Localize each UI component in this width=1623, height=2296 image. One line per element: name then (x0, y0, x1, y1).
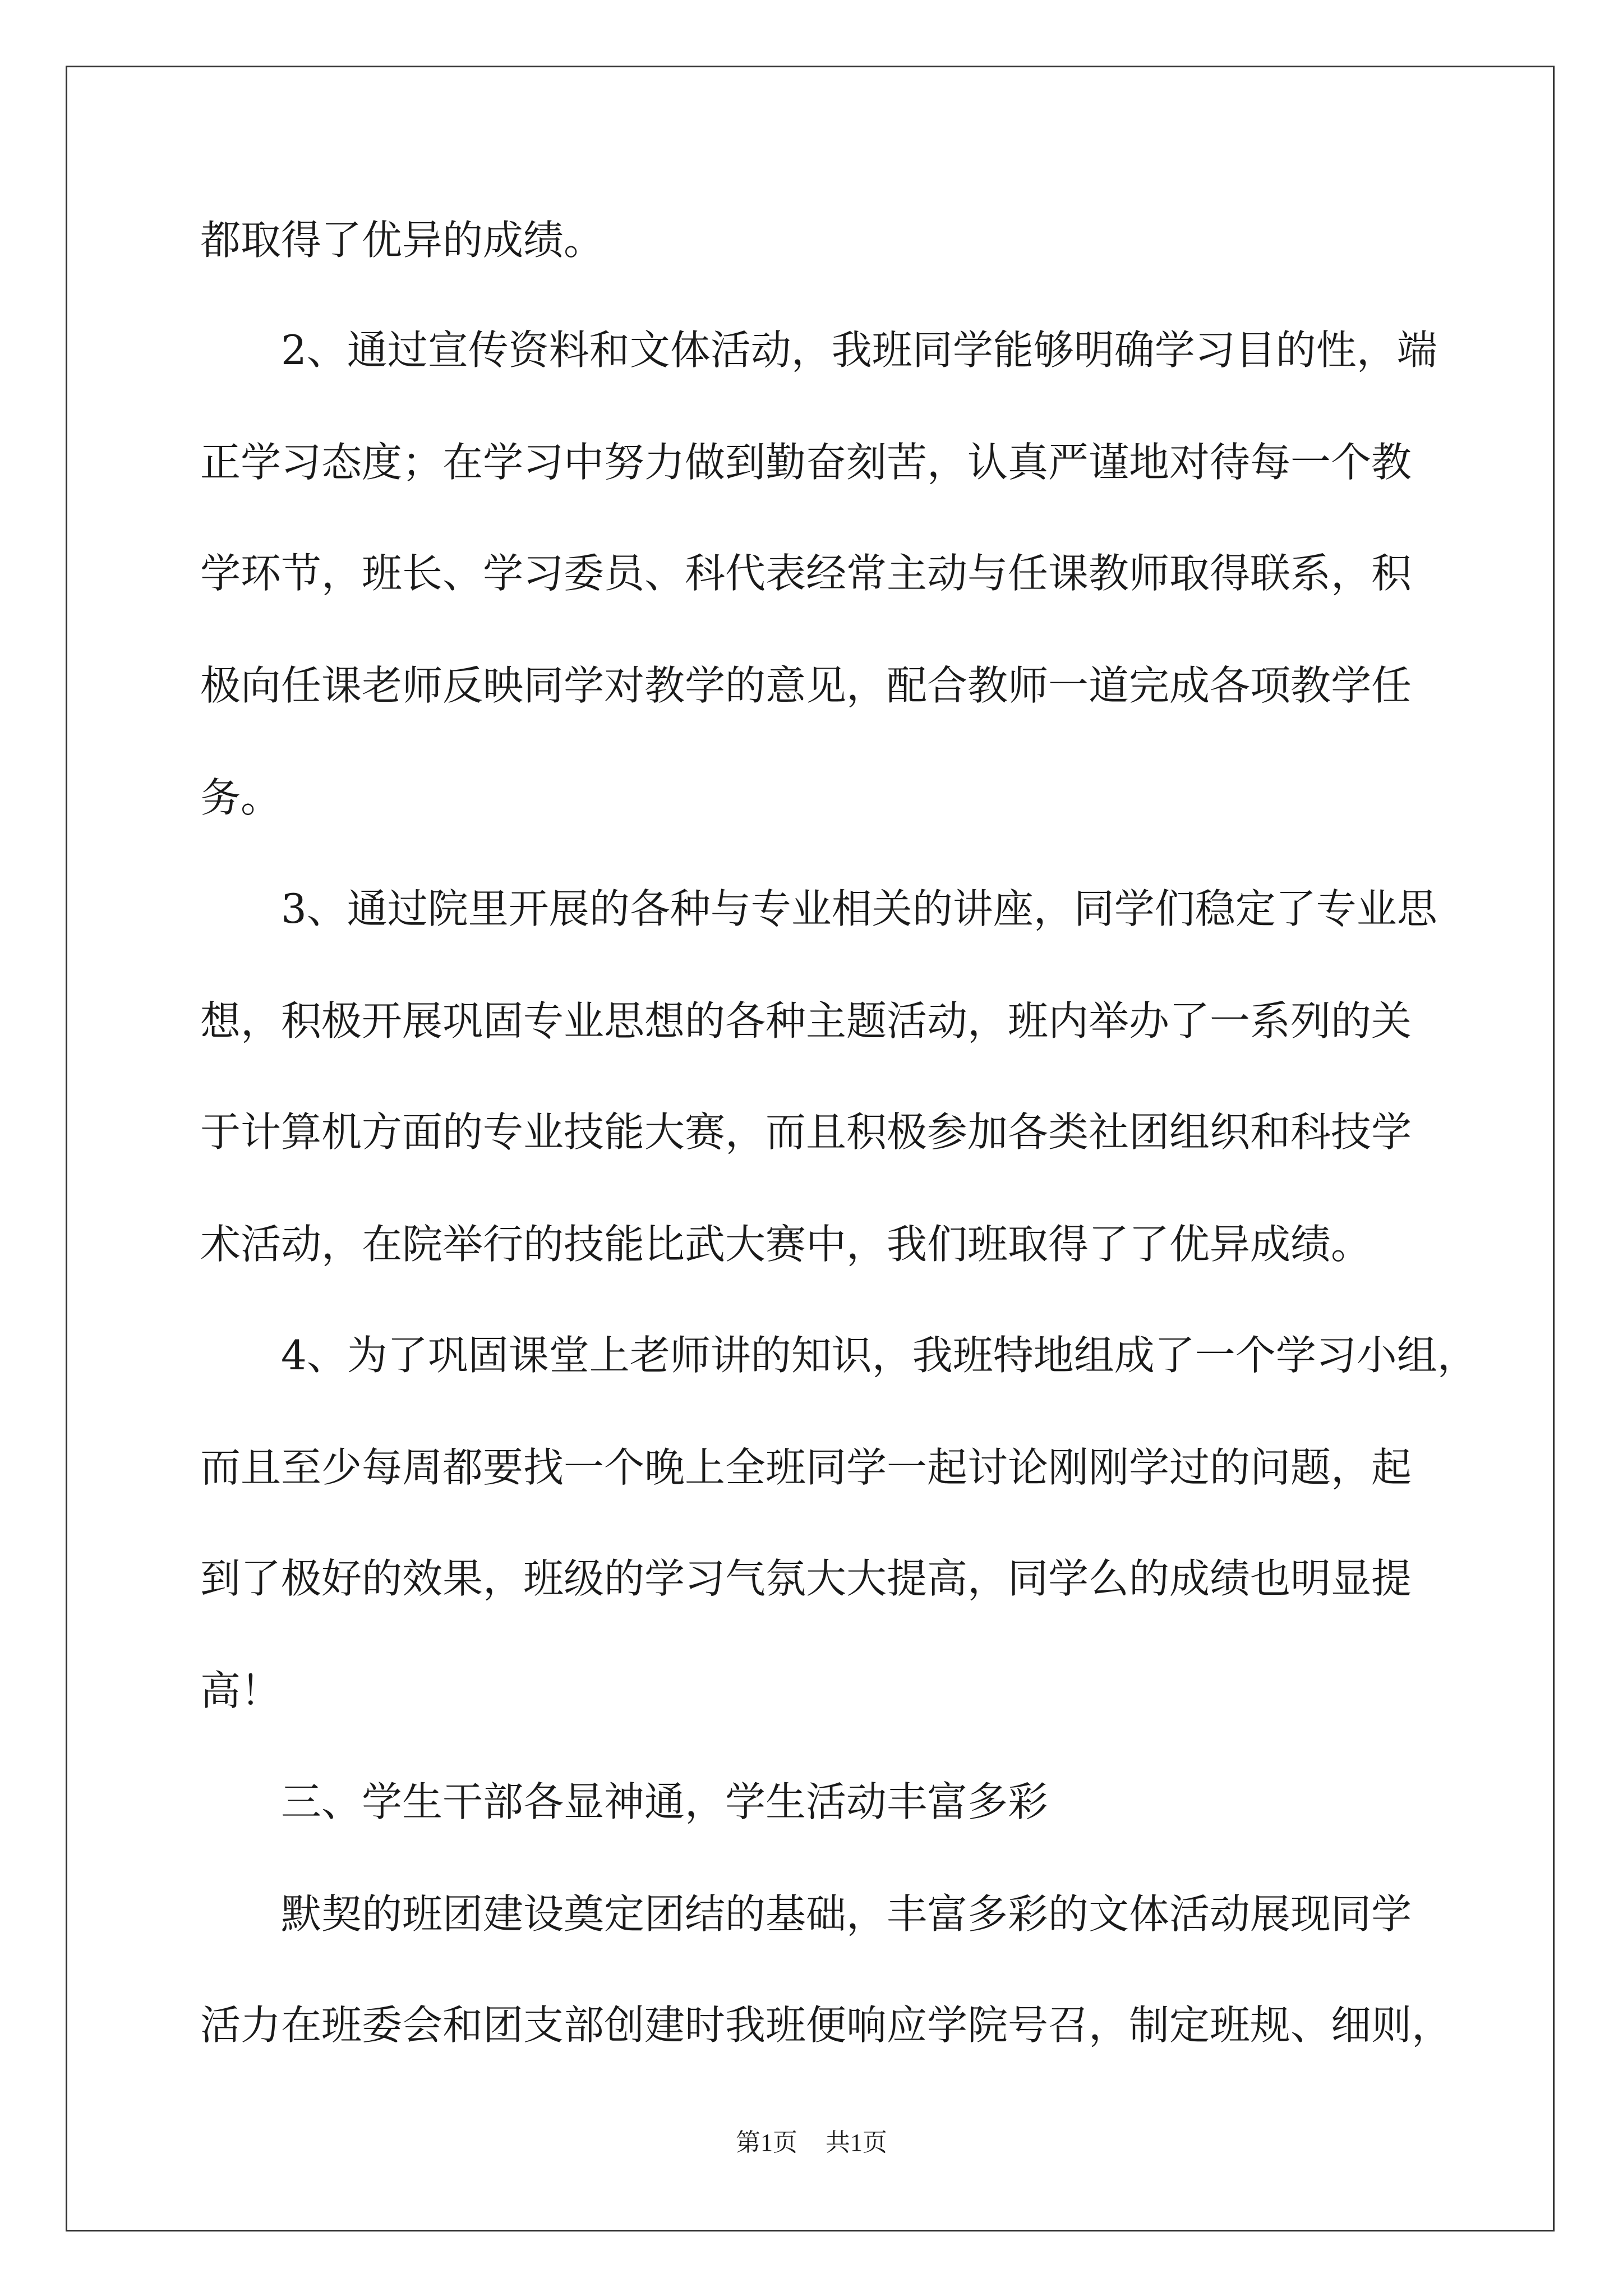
paragraph-2-line-1: 2、通过宣传资料和文体活动，我班同学能够明确学习目的性，端 (281, 326, 1437, 374)
text-line: 学环节，班长、学习委员、科代表经常主动与任课教师取得联系，积 (200, 550, 1412, 597)
page-total: 共1页 (826, 2129, 887, 2156)
text-line: 于计算机方面的专业技能大赛，而且积极参加各类社团组织和科技学 (200, 1108, 1412, 1156)
text-line: 都取得了优异的成绩。 (200, 217, 605, 264)
text-line: 活力在班委会和团支部创建时我班便响应学院号召，制定班规、细则， (200, 2001, 1453, 2049)
text-line: 高！ (200, 1667, 282, 1714)
text-line: 术活动，在院举行的技能比武大赛中，我们班取得了了优异成绩。 (200, 1221, 1372, 1268)
page-footer (0, 2126, 1623, 2160)
paragraph-3-line-1: 3、通过院里开展的各种与专业相关的讲座，同学们稳定了专业思 (281, 885, 1437, 932)
paragraph-5-line-1: 默契的班团建设奠定团结的基础，丰富多彩的文体活动展现同学 (281, 1890, 1412, 1938)
page-number: 第1页 (736, 2129, 797, 2156)
text-line: 极向任课老师反映同学对教学的意见，配合教师一道完成各项教学任 (200, 662, 1412, 709)
text-line: 务。 (200, 774, 282, 821)
text-line: 想，积极开展巩固专业思想的各种主题活动，班内举办了一系列的关 (200, 997, 1412, 1045)
paragraph-4-line-1: 4、为了巩固课堂上老师讲的知识，我班特地组成了一个学习小组， (281, 1332, 1478, 1379)
section-heading: 三、学生干部各显神通，学生活动丰富多彩 (281, 1778, 1049, 1825)
text-line: 正学习态度；在学习中努力做到勤奋刻苦，认真严谨地对待每一个教 (200, 439, 1412, 486)
text-line: 到了极好的效果，班级的学习气氛大大提高，同学么的成绩也明显提 (200, 1555, 1412, 1602)
text-line: 而且至少每周都要找一个晚上全班同学一起讨论刚刚学过的问题，起 (200, 1444, 1412, 1491)
